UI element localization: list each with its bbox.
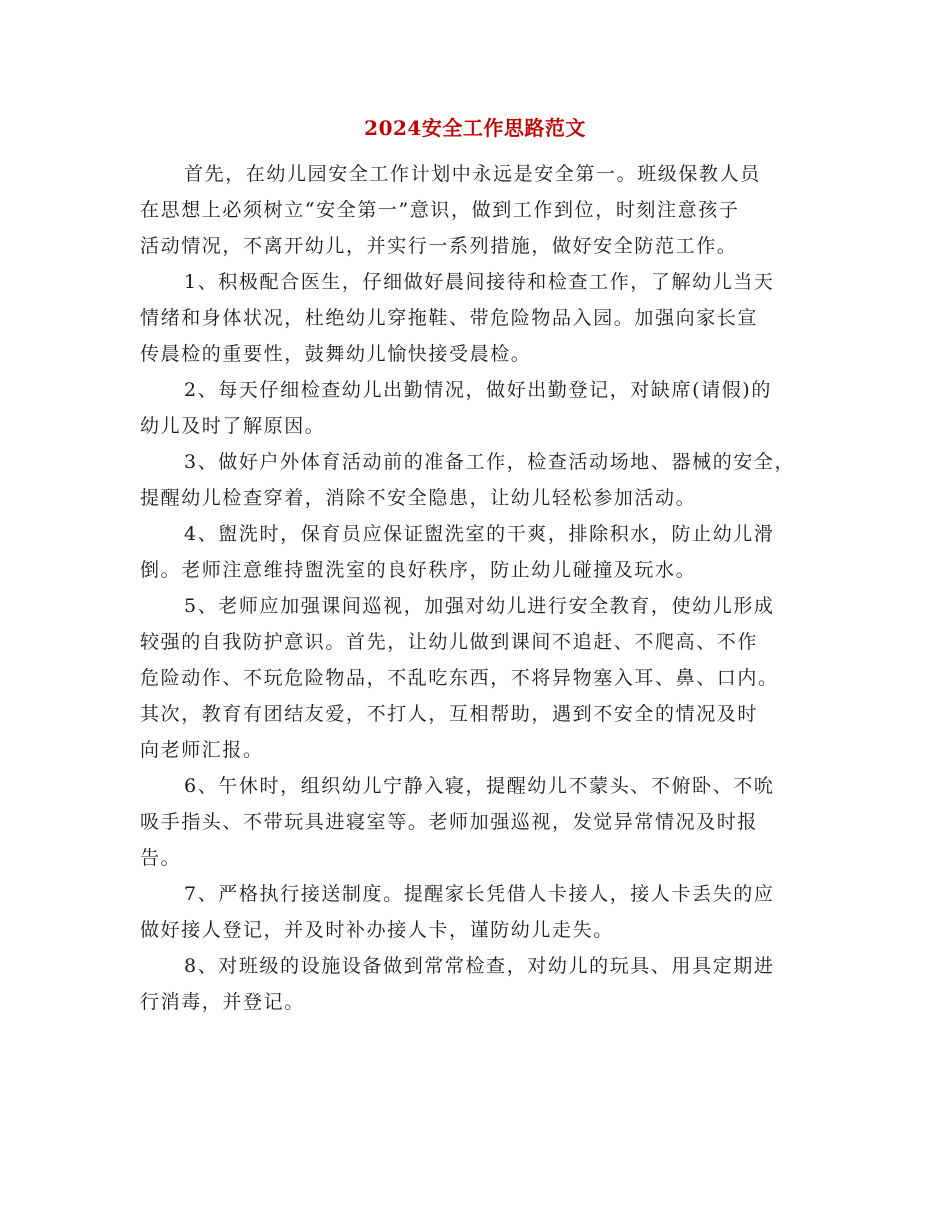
paragraph-line: 5、老师应加强课间巡视，加强对幼儿进行安全教育，使幼儿形成	[184, 595, 775, 617]
paragraph-item-4	[140, 520, 820, 585]
paragraph-line: 倒。老师注意维持盥洗室的良好秩序，防止幼儿碰撞及玩水。	[140, 559, 697, 581]
paragraph-line: 7、严格执行接送制度。提醒家长凭借人卡接人，接人卡丢失的应	[184, 883, 775, 905]
paragraph-line: 较强的自我防护意识。首先，让幼儿做到课间不追赶、不爬高、不作	[140, 631, 759, 653]
paragraph-line: 活动情况，不离开幼儿，并实行一系列措施，做好安全防范工作。	[140, 235, 738, 257]
paragraph-line: 行消毒，并登记。	[140, 991, 305, 1013]
paragraph-line: 提醒幼儿检查穿着，消除不安全隐患，让幼儿轻松参加活动。	[140, 487, 697, 509]
paragraph-line: 传晨检的重要性，鼓舞幼儿愉快接受晨检。	[140, 343, 532, 365]
paragraph-line: 在思想上必须树立“安全第一”意识，做到工作到位，时刻注意孩子	[140, 199, 740, 221]
paragraph-line: 做好接人登记，并及时补办接人卡，谨防幼儿走失。	[140, 919, 614, 941]
paragraph-line: 情绪和身体状况，杜绝幼儿穿拖鞋、带危险物品入园。加强向家长宣	[140, 307, 759, 329]
paragraph-line: 首先，在幼儿园安全工作计划中永远是安全第一。班级保教人员	[184, 163, 761, 185]
paragraph-line: 告。	[140, 847, 182, 869]
paragraph-intro	[140, 160, 820, 261]
document-body	[140, 160, 820, 1024]
paragraph-line: 3、做好户外体育活动前的准备工作，检查活动场地、器械的安全，	[184, 451, 796, 473]
paragraph-item-1	[140, 268, 820, 369]
document-title: 2024安全工作思路范文	[364, 116, 586, 140]
paragraph-line: 幼儿及时了解原因。	[140, 415, 326, 437]
paragraph-line: 8、对班级的设施设备做到常常检查，对幼儿的玩具、用具定期进	[184, 955, 775, 977]
paragraph-line: 其次，教育有团结友爱，不打人，互相帮助，遇到不安全的情况及时	[140, 703, 759, 725]
paragraph-line: 向老师汇报。	[140, 739, 264, 761]
paragraph-line: 4、盥洗时，保育员应保证盥洗室的干爽，排除积水，防止幼儿滑	[184, 523, 775, 545]
paragraph-item-2	[140, 376, 820, 441]
paragraph-line: 2、每天仔细检查幼儿出勤情况，做好出勤登记，对缺席(请假)的	[184, 379, 772, 401]
paragraph-item-3	[140, 448, 820, 513]
paragraph-line: 危险动作、不玩危险物品，不乱吃东西，不将异物塞入耳、鼻、口内。	[140, 667, 779, 689]
paragraph-item-5	[140, 592, 820, 765]
paragraph-line: 1、积极配合医生，仔细做好晨间接待和检查工作，了解幼儿当天	[184, 271, 775, 293]
paragraph-item-8	[140, 952, 820, 1017]
paragraph-line: 吸手指头、不带玩具进寝室等。老师加强巡视，发觉异常情况及时报	[140, 811, 759, 833]
paragraph-line: 6、午休时，组织幼儿宁静入寝，提醒幼儿不蒙头、不俯卧、不吮	[184, 775, 775, 797]
paragraph-item-6	[140, 772, 820, 873]
paragraph-item-7	[140, 880, 820, 945]
